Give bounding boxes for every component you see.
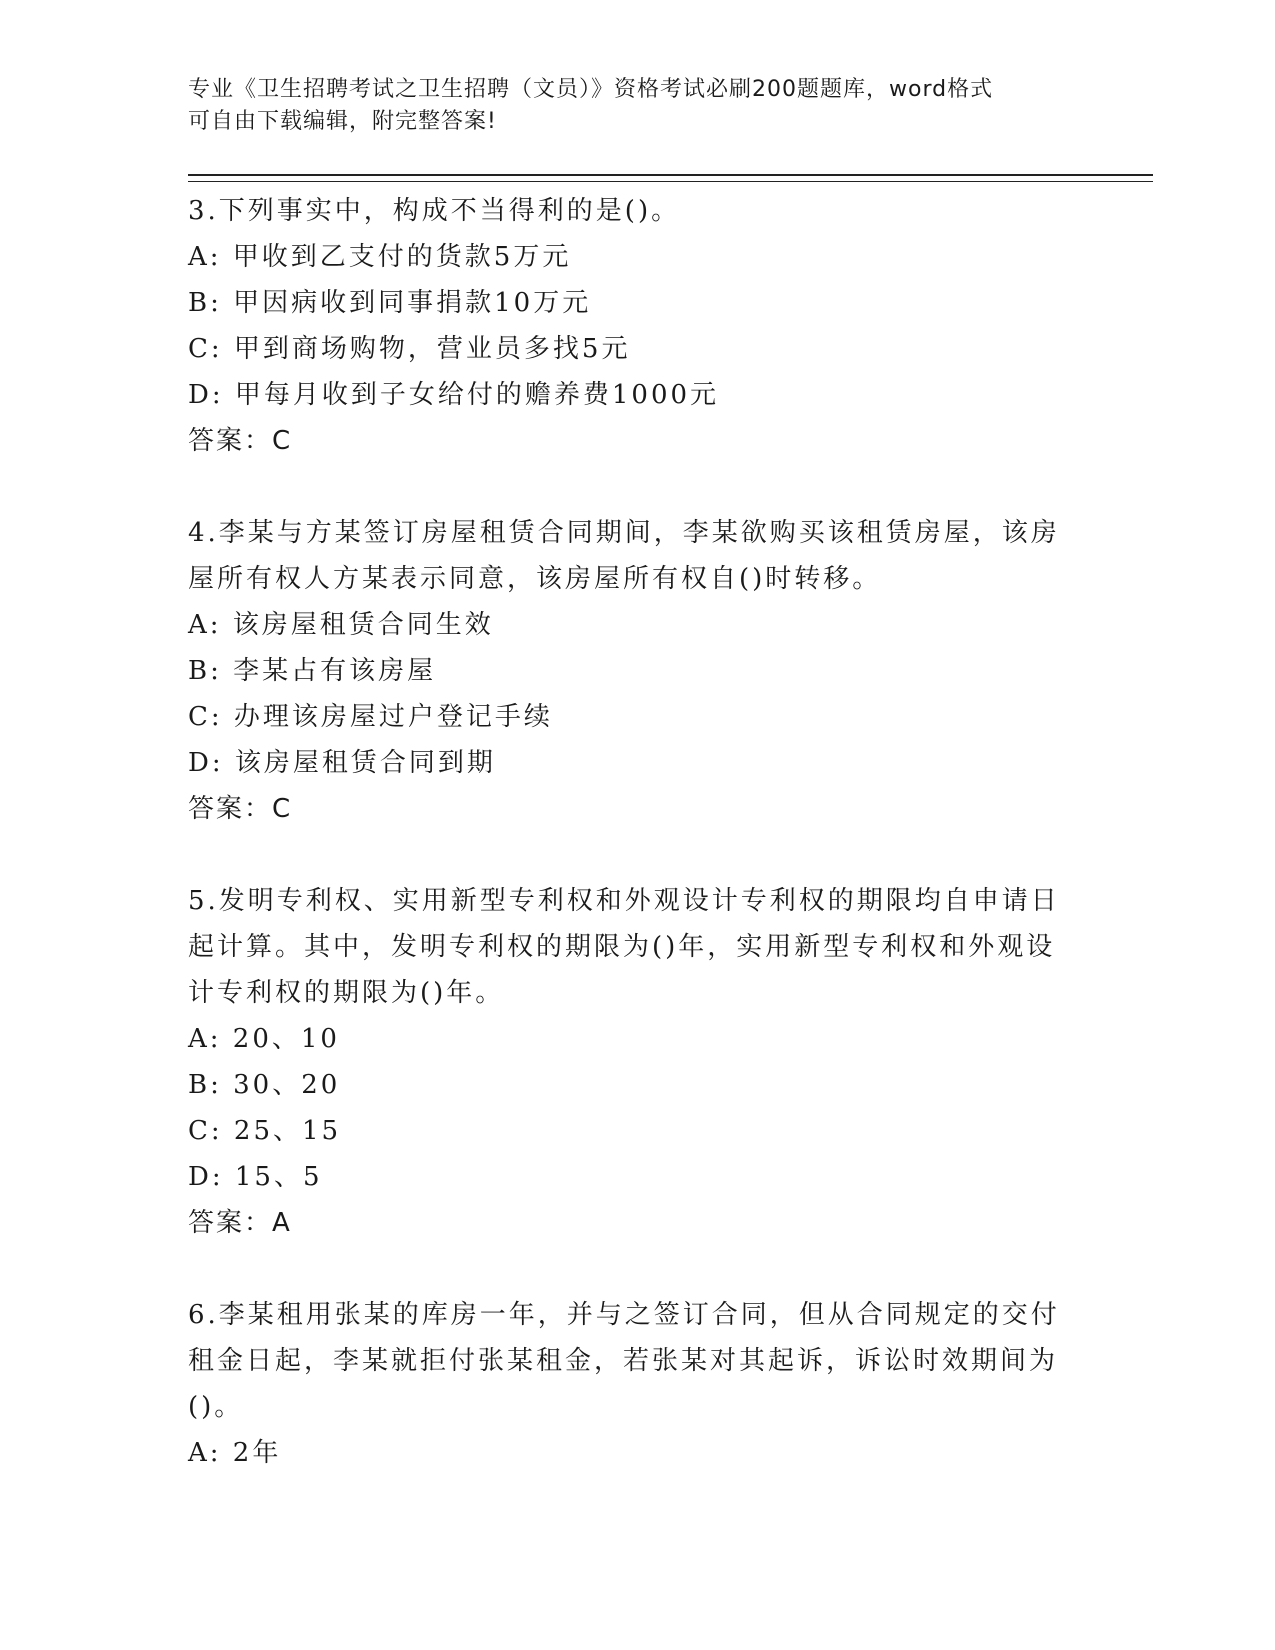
option-a: A: 甲收到乙支付的货款5万元 xyxy=(188,242,572,272)
option-b: B: 30、20 xyxy=(188,1070,341,1100)
option-b: B: 李某占有该房屋 xyxy=(188,656,437,686)
option-d: D: 15、5 xyxy=(188,1162,323,1192)
question-stem: ()。 xyxy=(188,1392,244,1422)
option-a: A: 该房屋租赁合同生效 xyxy=(188,610,494,640)
question-stem: 3.下列事实中，构成不当得利的是()。 xyxy=(188,196,681,226)
question-stem: 屋所有权人方某表示同意，该房屋所有权自()时转移。 xyxy=(188,564,882,594)
header-divider-thick xyxy=(188,174,1153,176)
question-stem: 租金日起，李某就拒付张某租金，若张某对其起诉，诉讼时效期间为 xyxy=(188,1346,1059,1376)
option-b: B: 甲因病收到同事捐款10万元 xyxy=(188,288,592,318)
option-c: C: 办理该房屋过户登记手续 xyxy=(188,702,553,732)
option-a: A: 2年 xyxy=(188,1438,282,1468)
answer: 答案：C xyxy=(188,794,293,824)
question-stem: 6.李某租用张某的库房一年，并与之签订合同，但从合同规定的交付 xyxy=(188,1300,1060,1330)
question-stem: 5.发明专利权、实用新型专利权和外观设计专利权的期限均自申请日 xyxy=(188,886,1060,916)
question-6 xyxy=(188,1292,1068,1476)
question-list xyxy=(188,188,1068,1522)
question-4 xyxy=(188,510,1068,832)
question-stem: 计专利权的期限为()年。 xyxy=(188,978,505,1008)
header-title-line-2: 可自由下载编辑，附完整答案! xyxy=(188,109,497,134)
document-header xyxy=(188,74,1068,138)
question-5 xyxy=(188,878,1068,1246)
option-c: C: 甲到商场购物，营业员多找5元 xyxy=(188,334,631,364)
option-a: A: 20、10 xyxy=(188,1024,340,1054)
header-divider-thin xyxy=(188,181,1153,182)
answer: 答案：C xyxy=(188,426,293,456)
option-c: C: 25、15 xyxy=(188,1116,342,1146)
question-3 xyxy=(188,188,1068,464)
answer: 答案：A xyxy=(188,1208,292,1238)
question-stem: 起计算。其中，发明专利权的期限为()年，实用新型专利权和外观设 xyxy=(188,932,1056,962)
question-stem: 4.李某与方某签订房屋租赁合同期间，李某欲购买该租赁房屋，该房 xyxy=(188,518,1060,548)
option-d: D: 甲每月收到子女给付的赡养费1000元 xyxy=(188,380,720,410)
header-title-line-1: 专业《卫生招聘考试之卫生招聘（文员）》资格考试必刷200题题库，word格式 xyxy=(188,77,994,102)
option-d: D: 该房屋租赁合同到期 xyxy=(188,748,496,778)
